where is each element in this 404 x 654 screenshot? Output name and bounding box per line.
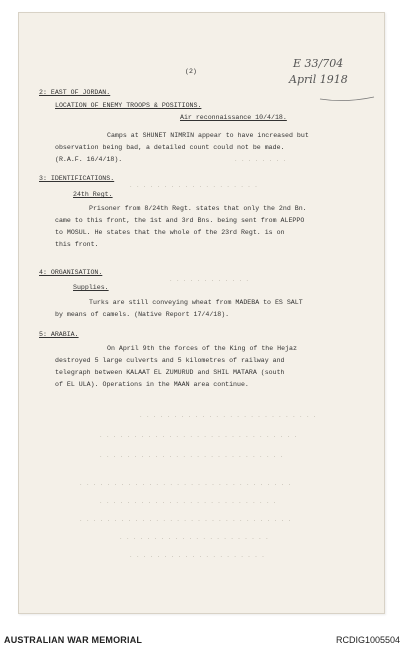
body-line: (R.A.F. 16/4/18). [55, 156, 123, 163]
body-line: observation being bad, a detailed count could not be made. [55, 144, 285, 151]
show-through-text: · · · · · · · · · · · · · · · · · · · · [129, 553, 265, 560]
page-number: (2) [185, 68, 197, 75]
subheading-supplies: Supplies. [73, 284, 109, 291]
footer-record-id: RCDIG1005504 [335, 635, 400, 645]
show-through-text: · · · · · · · · · · · · [169, 277, 250, 284]
section-heading-organisation: 4: ORGANISATION. [39, 269, 103, 276]
body-line: Camps at SHUNET NIMRIN appear to have increased but [107, 132, 309, 139]
document-page [18, 12, 385, 614]
show-through-text: · · · · · · · · · · · · · · · · · · · · · · · · · · [139, 413, 317, 420]
show-through-text: · · · · · · · · [234, 157, 287, 164]
footer-institution: AUSTRALIAN WAR MEMORIAL [4, 635, 143, 645]
body-line: Turks are still conveying wheat from MADEBA to ES SALT [89, 299, 303, 306]
show-through-text: · · · · · · · · · · · · · · · · · · · [129, 183, 258, 190]
section-heading-east-of-jordan: 2: EAST OF JORDAN. [39, 89, 111, 96]
body-line: to MOSUL. He states that the whole of the 23rd Regt. is on [55, 229, 285, 236]
show-through-text: · · · · · · · · · · · · · · · · · · · · · · · · · · · · · · · [79, 517, 292, 524]
body-line: of EL ULA). Operations in the MAAN area continue. [55, 381, 249, 388]
show-through-text: · · · · · · · · · · · · · · · · · · · · · · · · · · [99, 499, 277, 506]
archive-footer [0, 635, 404, 649]
body-line: by means of camels. (Native Report 17/4/18). [55, 311, 230, 318]
subheading-air-reconnaissance: Air reconnaissance 10/4/18. [180, 114, 287, 121]
body-line: came to this front, the 1st and 3rd Bns. being sent from ALEPPO [55, 217, 305, 224]
handwritten-date: April 1918 [289, 73, 348, 86]
section-heading-arabia: 5: ARABIA. [39, 331, 79, 338]
show-through-text: · · · · · · · · · · · · · · · · · · · · · · · · · · · · · [99, 433, 298, 440]
handwritten-reference: E 33/704 [293, 57, 344, 70]
show-through-text: · · · · · · · · · · · · · · · · · · · · · · [119, 535, 269, 542]
show-through-text: · · · · · · · · · · · · · · · · · · · · · · · · · · · · · · · [79, 481, 292, 488]
subheading-location-of-enemy-troops: LOCATION OF ENEMY TROOPS & POSITIONS. [55, 102, 202, 109]
body-line: On April 9th the forces of the King of the Hejaz [107, 345, 297, 352]
section-heading-identifications: 3: IDENTIFICATIONS. [39, 175, 115, 182]
show-through-text: · · · · · · · · · · · · · · · · · · · · · · · · · · · [99, 453, 284, 460]
body-line: telegraph between KALAAT EL ZUMURUD and SHIL MATARA (south [55, 369, 285, 376]
body-line: destroyed 5 large culverts and 5 kilometres of railway and [55, 357, 285, 364]
date-underline-mark [316, 83, 380, 103]
body-line: Prisoner from 8/24th Regt. states that only the 2nd Bn. [89, 205, 307, 212]
subheading-24th-regt: 24th Regt. [73, 191, 113, 198]
body-line: this front. [55, 241, 99, 248]
